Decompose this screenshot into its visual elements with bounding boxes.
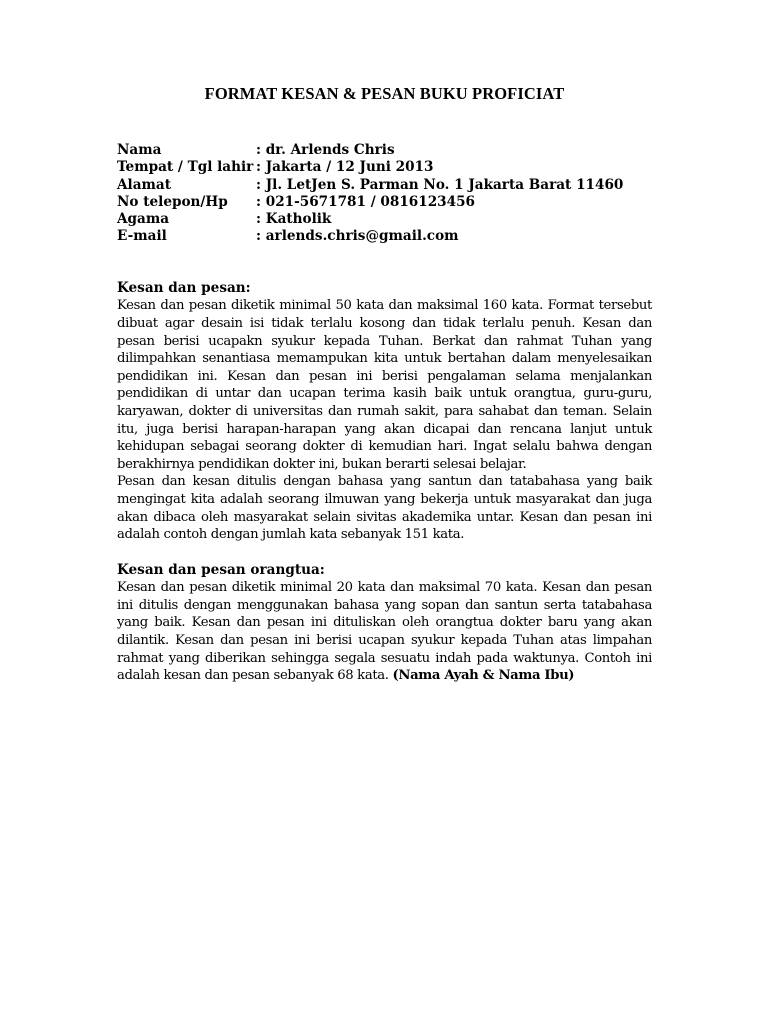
- section-heading: Kesan dan pesan orangtua:: [117, 561, 325, 578]
- signature-placeholder: (Nama Ayah & Nama Ibu): [392, 668, 575, 684]
- info-value: : Katholik: [256, 211, 332, 228]
- document-title: FORMAT KESAN & PESAN BUKU PROFICIAT: [204, 84, 565, 103]
- info-row-agama: [117, 211, 652, 228]
- paragraph-text: Kesan dan pesan diketik minimal 20 kata dan maksimal 70 kata. Kesan dan pesan ini ditulis dengan menggunakan bahasa yang sopan dan santun serta tatabahasa yang baik. Kesan dan pesan ini dituliskan oleh orangtua dokter baru yang akan dilantik. Kesan dan pesan ini berisi ucapan syukur kepada Tuhan atas limpahan rahmat yang diberikan sehingga segala sesuatu indah pada waktunya. Contoh ini adalah kesan dan pesan sebanyak 68 kata.: [117, 580, 652, 684]
- section-kesan-pesan: [117, 280, 652, 544]
- info-label: E-mail: [117, 228, 167, 245]
- document-page: [117, 84, 652, 685]
- paragraph: Pesan dan kesan ditulis dengan bahasa yang santun dan tatabahasa yang baik mengingat kita adalah seorang ilmuwan yang bekerja untuk masyarakat dan juga akan dibaca oleh masyarakat selain sivitas akademika untar. Kesan dan pesan ini adalah contoh dengan jumlah kata sebanyak 151 kata.: [117, 474, 652, 543]
- info-row-alamat: [117, 177, 652, 194]
- paragraph: Kesan dan pesan diketik minimal 50 kata dan maksimal 160 kata. Format tersebut dibuat agar desain isi tidak terlalu kosong dan tidak terlalu penuh. Kesan dan pesan berisi ucapakn syukur kepada Tuhan. Berkat dan rahmat Tuhan yang dilimpahkan senantiasa memampukan kita untuk bertahan dalam menyelesaikan pendidikan ini. Kesan dan pesan ini berisi pengalaman selama menjalankan pendidikan di untar dan ucapan terima kasih baik untuk orangtua, guru-guru, karyawan, dokter di universitas dan rumah sakit, para sahabat dan teman. Selain itu, juga berisi harapan-harapan yang akan dicapai dan rencana lanjut untuk kehidupan sebagai seorang dokter di kemudian hari. Ingat selalu bahwa dengan berakhirnya pendidikan dokter ini, bukan berarti selesai belajar.: [117, 298, 652, 472]
- info-row-telepon: [117, 194, 652, 211]
- info-row-email: [117, 228, 652, 245]
- info-row-nama: [117, 142, 652, 159]
- paragraph: [117, 579, 652, 685]
- info-row-tempat-tgl-lahir: [117, 159, 652, 176]
- section-kesan-pesan-orangtua: [117, 562, 652, 685]
- info-value: : Jakarta / 12 Juni 2013: [256, 159, 434, 176]
- info-label: Agama: [117, 211, 170, 228]
- section-heading: Kesan dan pesan:: [117, 279, 251, 296]
- info-value: : 021-5671781 / 0816123456: [256, 193, 475, 210]
- personal-info-table: [117, 142, 652, 246]
- info-value: : Jl. LetJen S. Parman No. 1 Jakarta Barat 11460: [256, 176, 624, 193]
- info-value: : arlends.chris@gmail.com: [256, 228, 459, 245]
- info-label: Alamat: [117, 176, 171, 193]
- info-label: Tempat / Tgl lahir: [117, 159, 254, 176]
- info-value: : dr. Arlends Chris: [256, 142, 395, 158]
- info-label: Nama: [117, 142, 162, 158]
- info-label: No telepon/Hp: [117, 193, 228, 210]
